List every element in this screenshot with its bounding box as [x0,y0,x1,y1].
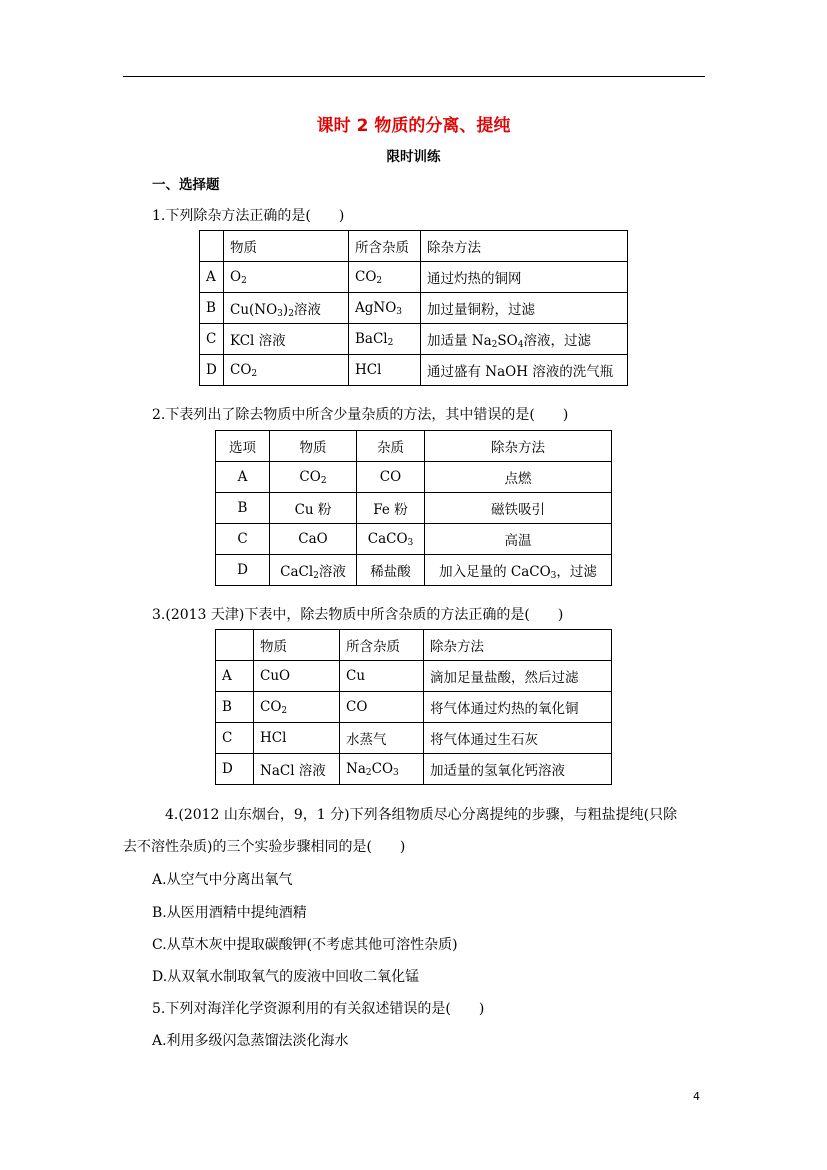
method-cell: 滴加足量盐酸，然后过滤 [424,661,612,692]
substance-cell: $CO_2$ [254,692,340,723]
option-cell: D [216,555,270,586]
substance-cell: CaCl$_2$溶液 [270,555,357,586]
section-heading: 一、选择题 [152,177,220,193]
method-cell: 将气体通过生石灰 [424,723,612,754]
header-cell: 所含杂质 [340,630,424,661]
option-item: B.从医用酒精中提纯酒精 [152,905,307,921]
table-row [216,462,612,493]
option-item: A.从空气中分离出氧气 [152,872,293,888]
option-cell: D [200,355,224,386]
option-cell: A [216,661,254,692]
table-row [200,324,628,355]
impurity-cell: CO [357,462,425,493]
substance-cell: $Cu(NO_3)_2$溶液 [224,293,349,324]
header-cell: 所含杂质 [349,231,421,262]
header-cell [216,630,254,661]
table-row [216,754,612,785]
table-question-1 [199,230,628,386]
method-cell: 高温 [425,524,612,555]
question-4-line-2: 去不溶性杂质)的三个实验步骤相同的是( ) [123,839,406,855]
header-cell: 杂质 [357,431,425,462]
header-cell: 物质 [254,630,340,661]
option-cell: C [200,324,224,355]
table-header-row [200,231,628,262]
table-row [200,293,628,324]
impurity-cell: $Na_2CO_3$ [340,754,424,785]
question-1: 1.下列除杂方法正确的是( ) [152,208,345,224]
impurity-cell: 水蒸气 [340,723,424,754]
option-cell: D [216,754,254,785]
table-row [216,493,612,524]
option-item: C.从草木灰中提取碳酸钾(不考虑其他可溶性杂质) [152,937,458,953]
impurity-cell: Cu [340,661,424,692]
table-question-3 [215,629,612,785]
impurity-cell: Fe 粉 [357,493,425,524]
method-cell: 通过灼热的铜网 [421,262,628,293]
table-row [216,555,612,586]
header-cell: 除杂方法 [424,630,612,661]
impurity-cell: AgNO$_3$ [349,293,421,324]
header-cell [200,231,224,262]
method-cell: 通过盛有 NaOH 溶液的洗气瓶 [421,355,628,386]
substance-cell: CuO [254,661,340,692]
question-3: 3.(2013 天津)下表中，除去物质中所含杂质的方法正确的是( ) [152,607,564,623]
table-row [216,723,612,754]
page-subtitle: 限时训练 [386,149,441,165]
substance-cell: Cu 粉 [270,493,357,524]
impurity-cell: CaCO$_3$ [357,524,425,555]
option-item: A.利用多级闪急蒸馏法淡化海水 [152,1033,349,1049]
substance-cell: $CO_2$ [224,355,349,386]
page-number: 4 [693,1090,700,1103]
table-row [216,661,612,692]
substance-cell: $O_2$ [224,262,349,293]
method-cell: 将气体通过灼热的氧化铜 [424,692,612,723]
method-cell: 加适量的氢氧化钙溶液 [424,754,612,785]
impurity-cell: 稀盐酸 [357,555,425,586]
header-rule [123,76,705,77]
method-cell: 点燃 [425,462,612,493]
impurity-cell: CO [340,692,424,723]
impurity-cell: HCl [349,355,421,386]
option-cell: A [200,262,224,293]
option-cell: B [216,692,254,723]
method-cell: 加适量 $Na_2SO_4$溶液，过滤 [421,324,628,355]
option-item: D.从双氧水制取氧气的废液中回收二氧化锰 [152,969,420,985]
substance-cell: HCl [254,723,340,754]
method-cell: 加入足量的 CaCO$_3$，过滤 [425,555,612,586]
option-cell: C [216,524,270,555]
table-row [200,262,628,293]
substance-cell: NaCl 溶液 [254,754,340,785]
header-cell: 物质 [224,231,349,262]
table-row [216,692,612,723]
impurity-cell: $CO_2$ [349,262,421,293]
table-header-row [216,431,612,462]
question-5: 5.下列对海洋化学资源利用的有关叙述错误的是( ) [152,1001,485,1017]
option-cell: C [216,723,254,754]
option-cell: B [200,293,224,324]
substance-cell: CaO [270,524,357,555]
option-cell: B [216,493,270,524]
table-row [200,355,628,386]
method-cell: 磁铁吸引 [425,493,612,524]
header-cell: 物质 [270,431,357,462]
method-cell: 加过量铜粉，过滤 [421,293,628,324]
option-cell: A [216,462,270,493]
question-2: 2.下表列出了除去物质中所含少量杂质的方法，其中错误的是( ) [152,407,569,423]
substance-cell: $CO_2$ [270,462,357,493]
table-question-2 [215,430,612,586]
question-4-line-1: 4.(2012 山东烟台，9，1 分)下列各组物质尽心分离提纯的步骤，与粗盐提纯(只除 [165,807,678,823]
table-header-row [216,630,612,661]
header-cell: 除杂方法 [421,231,628,262]
table-row [216,524,612,555]
header-cell: 除杂方法 [425,431,612,462]
impurity-cell: BaCl$_2$ [349,324,421,355]
header-cell: 选项 [216,431,270,462]
substance-cell: KCl 溶液 [224,324,349,355]
page-title: 课时 2 物质的分离、提纯 [316,116,511,136]
